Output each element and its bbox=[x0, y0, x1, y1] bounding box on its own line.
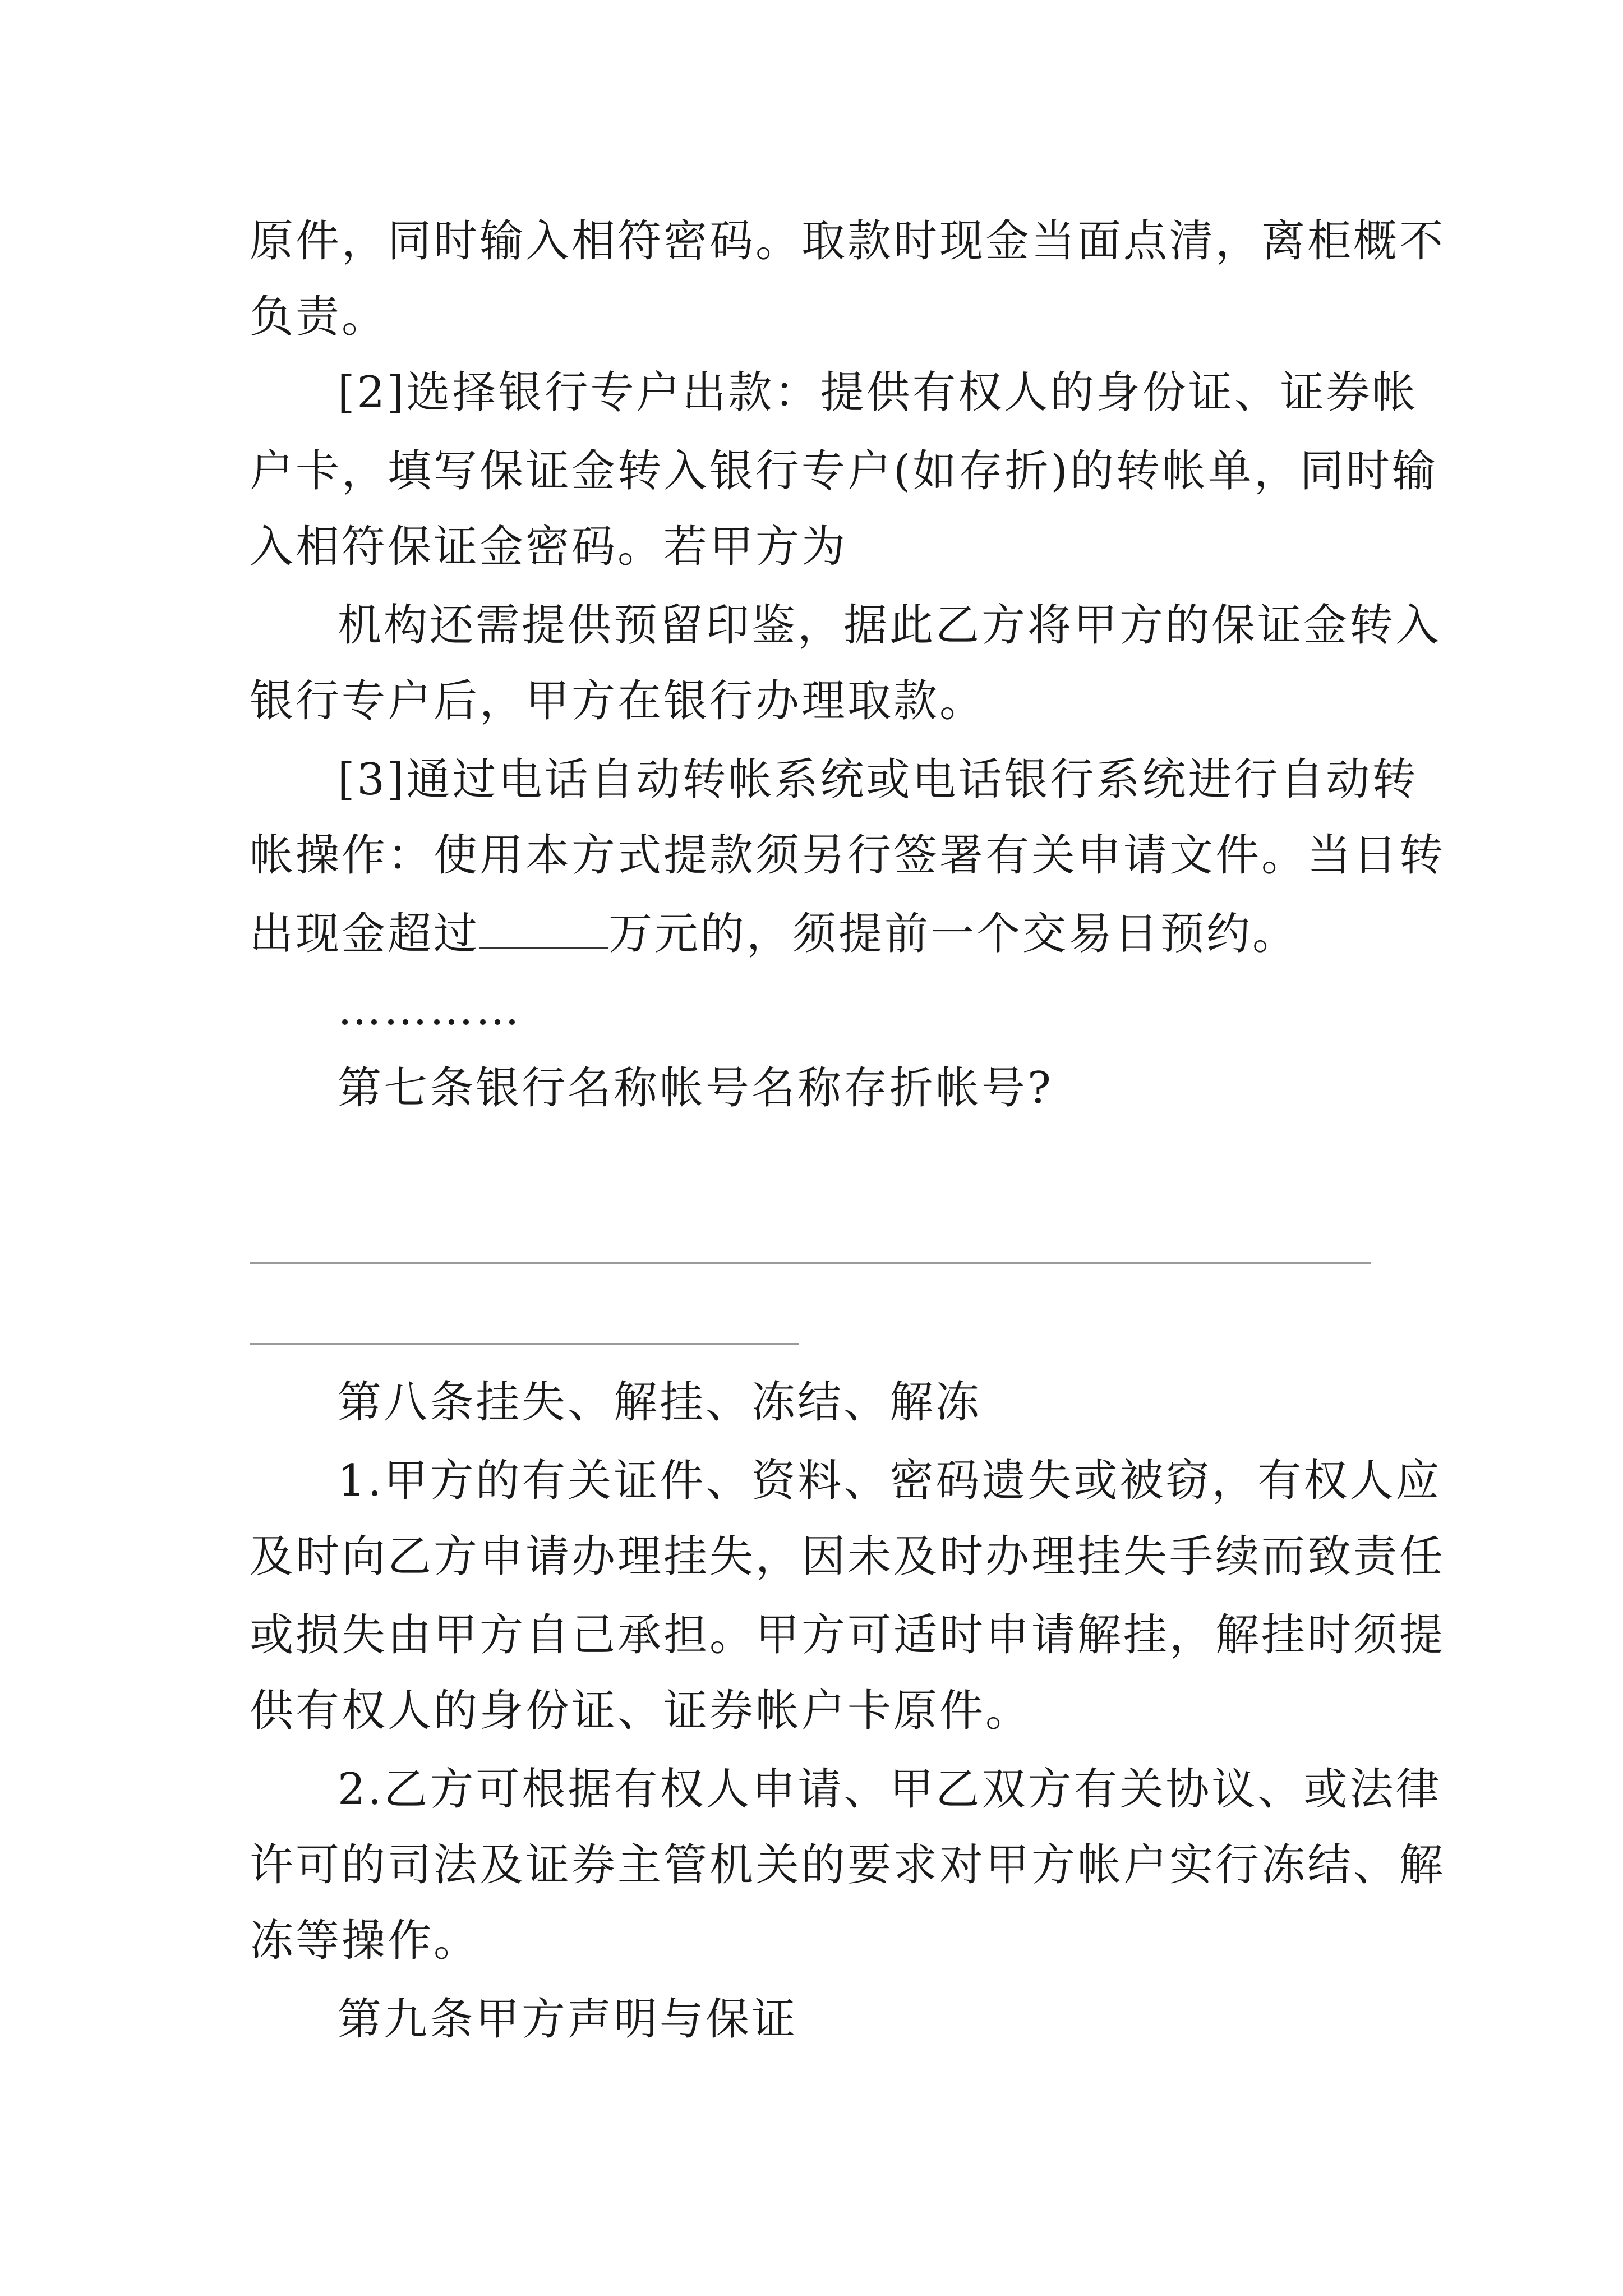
text-line-9: 帐操作：使用本方式提款须另行签署有关申请文件。当日转 bbox=[250, 830, 1446, 881]
text-line-10-start: 出现金超过 bbox=[250, 909, 480, 959]
text-line-16: 或损失由甲方自己承担。甲方可适时申请解挂，解挂时须提 bbox=[250, 1610, 1446, 1660]
text-line-17: 供有权人的身份证、证券帐户卡原件。 bbox=[250, 1686, 1032, 1736]
blank-rule-2 bbox=[250, 1343, 799, 1345]
text-line-10 bbox=[250, 906, 1298, 962]
text-line-6: 机构还需提供预留印鉴，据此乙方将甲方的保证金转入 bbox=[338, 600, 1442, 651]
text-line-4: 户卡，填写保证金转入银行专户(如存折)的转帐单，同时输 bbox=[250, 446, 1438, 496]
text-line-18: 2.乙方可根据有权人申请、甲乙双方有关协议、或法律 bbox=[338, 1764, 1442, 1815]
fill-in-blank bbox=[479, 908, 608, 949]
article-8-heading: 第八条挂失、解挂、冻结、解冻 bbox=[338, 1377, 982, 1428]
text-line-1: 原件，同时输入相符密码。取款时现金当面点清，离柜概不 bbox=[250, 216, 1446, 266]
text-line-15: 及时向乙方申请办理挂失，因未及时办理挂失手续而致责任 bbox=[250, 1531, 1446, 1582]
article-9-heading: 第九条甲方声明与保证 bbox=[338, 1994, 798, 2045]
text-line-3: [2]选择银行专户出款：提供有权人的身份证、证券帐 bbox=[338, 367, 1418, 418]
text-line-5: 入相符保证金密码。若甲方为 bbox=[250, 522, 848, 572]
text-line-19: 许可的司法及证券主管机关的要求对甲方帐户实行冻结、解 bbox=[250, 1840, 1446, 1890]
blank-rule-1 bbox=[250, 1262, 1371, 1264]
text-line-14: 1.甲方的有关证件、资料、密码遗失或被窃，有权人应 bbox=[338, 1456, 1442, 1506]
article-7-heading: 第七条银行名称帐号名称存折帐号? bbox=[338, 1063, 1053, 1114]
text-line-2: 负责。 bbox=[250, 292, 388, 342]
text-line-10-end: 万元的，须提前一个交易日预约。 bbox=[608, 909, 1299, 959]
text-line-20: 冻等操作。 bbox=[250, 1916, 480, 1966]
text-line-7: 银行专户后，甲方在银行办理取款。 bbox=[250, 676, 986, 726]
ellipsis-line: ………… bbox=[338, 984, 522, 1035]
text-line-8: [3]通过电话自动转帐系统或电话银行系统进行自动转 bbox=[338, 754, 1418, 805]
